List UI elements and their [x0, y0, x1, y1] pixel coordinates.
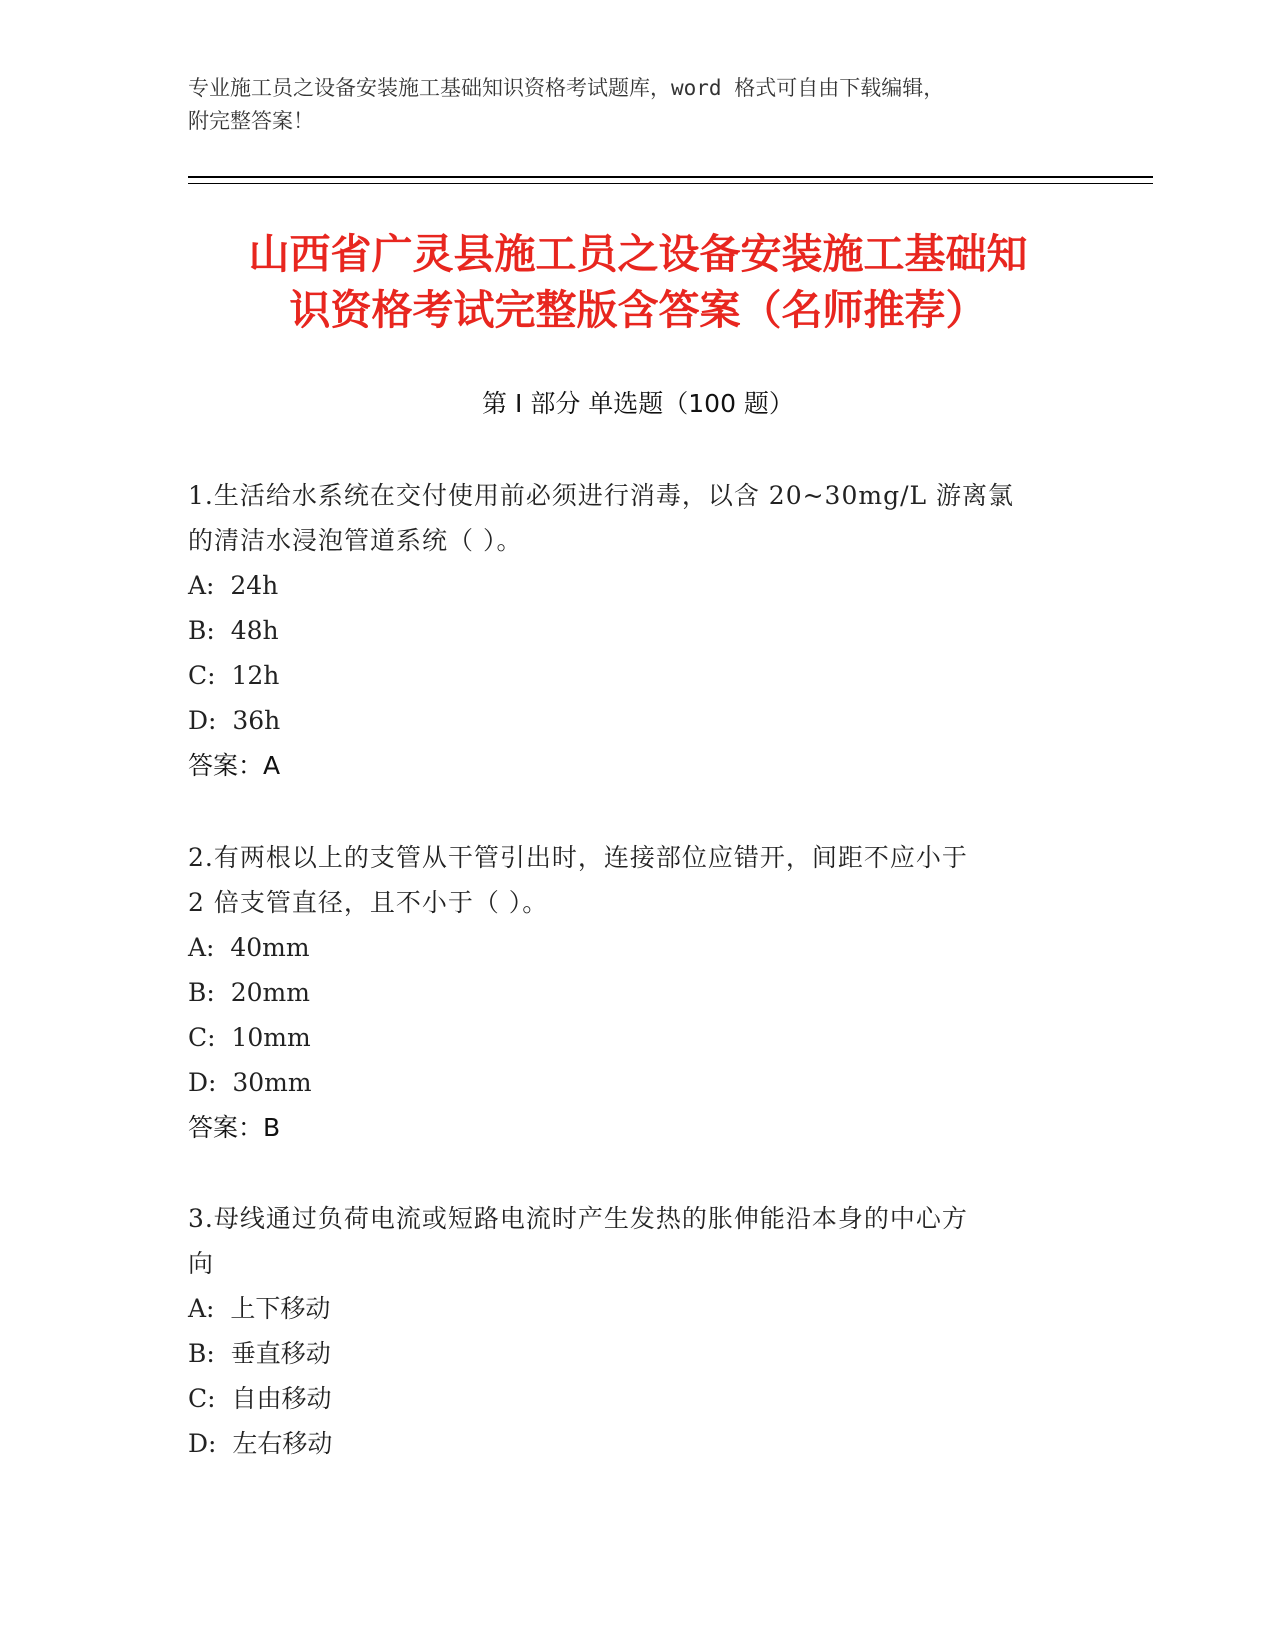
option-a: A: 上下移动 [188, 1294, 331, 1323]
question-stem: 1.生活给水系统在交付使用前必须进行消毒，以含 20~30mg/L 游离氯 [188, 481, 1015, 510]
question-stem: 的清洁水浸泡管道系统（ ）。 [188, 526, 523, 555]
document-title-line: 识资格考试完整版含答案（名师推荐） [289, 286, 987, 334]
question-3 [188, 1196, 1068, 1466]
option-c: C: 10mm [188, 1023, 311, 1052]
option-b: B: 20mm [188, 978, 310, 1007]
section-heading: 第 I 部分 单选题（100 题） [482, 389, 794, 418]
option-c: C: 自由移动 [188, 1384, 332, 1413]
question-stem: 向 [188, 1249, 215, 1278]
header-note-line: 专业施工员之设备安装施工基础知识资格考试题库，word 格式可自由下载编辑， [188, 76, 945, 100]
option-a: A: 40mm [188, 933, 310, 962]
header-note-line: 附完整答案！ [188, 109, 314, 133]
option-b: B: 48h [188, 616, 279, 645]
document-title-line: 山西省广灵县施工员之设备安装施工基础知 [248, 230, 1028, 278]
option-d: D: 左右移动 [188, 1429, 333, 1458]
question-stem: 3.母线通过负荷电流或短路电流时产生发热的胀伸能沿本身的中心方 [188, 1204, 968, 1233]
question-stem: 2.有两根以上的支管从干管引出时，连接部位应错开，间距不应小于 [188, 843, 968, 872]
option-d: D: 36h [188, 706, 281, 735]
header-divider-thin [188, 183, 1153, 184]
header-note [188, 72, 1088, 138]
option-a: A: 24h [188, 571, 279, 600]
question-stem: 2 倍支管直径，且不小于（ ）。 [188, 888, 549, 917]
header-divider-thick [188, 176, 1153, 178]
option-b: B: 垂直移动 [188, 1339, 331, 1368]
question-2 [188, 835, 1068, 1150]
document-title [188, 226, 1088, 338]
answer-line: 答案：A [188, 751, 281, 780]
answer-line: 答案：B [188, 1113, 281, 1142]
option-c: C: 12h [188, 661, 280, 690]
question-1 [188, 473, 1068, 788]
option-d: D: 30mm [188, 1068, 312, 1097]
